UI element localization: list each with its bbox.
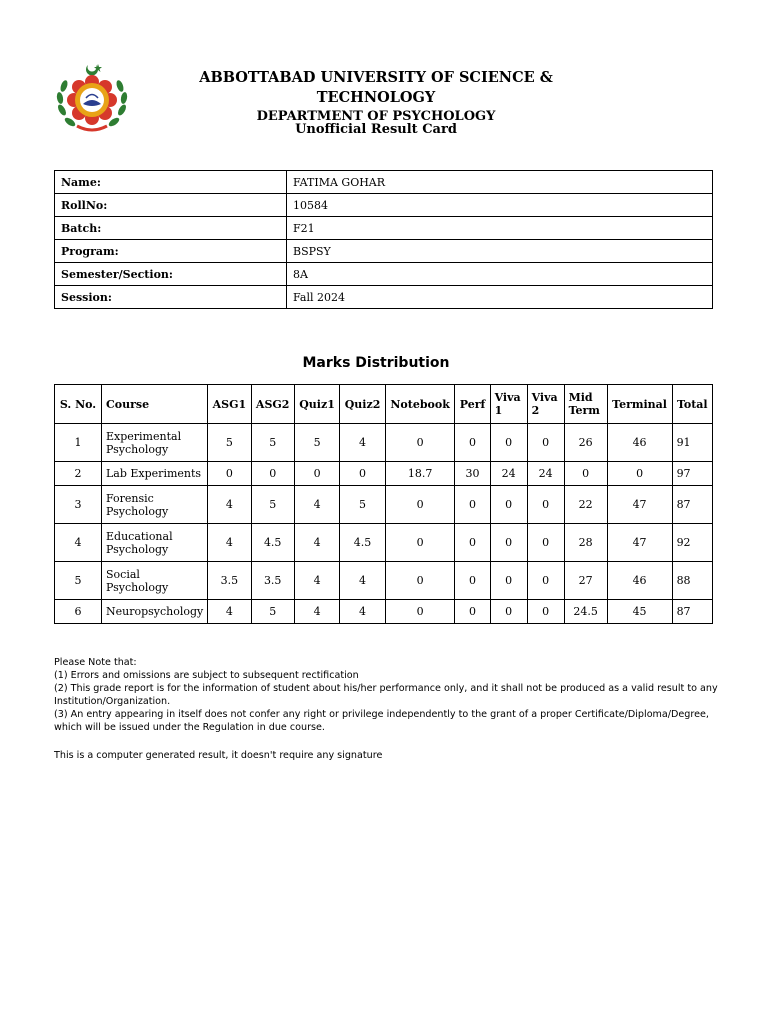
table-cell: 4 bbox=[208, 486, 251, 524]
table-cell: 3.5 bbox=[251, 562, 294, 600]
table-row bbox=[55, 194, 713, 217]
table-cell: 4 bbox=[340, 600, 385, 624]
column-header: S. No. bbox=[55, 385, 102, 424]
table-cell: 0 bbox=[340, 462, 385, 486]
table-cell: 0 bbox=[490, 486, 527, 524]
table-header-row bbox=[55, 385, 713, 424]
info-label: Program: bbox=[55, 240, 287, 263]
table-row bbox=[55, 462, 713, 486]
info-value: Fall 2024 bbox=[287, 286, 713, 309]
table-cell: 0 bbox=[385, 600, 455, 624]
info-value: BSPSY bbox=[287, 240, 713, 263]
table-cell: 0 bbox=[527, 424, 564, 462]
table-row bbox=[55, 600, 713, 624]
notes-heading: Please Note that: bbox=[54, 657, 137, 668]
table-cell: Forensic Psychology bbox=[102, 486, 208, 524]
table-cell: 47 bbox=[607, 486, 672, 524]
table-cell: 4 bbox=[208, 600, 251, 624]
table-cell: 0 bbox=[455, 424, 490, 462]
table-cell: 3 bbox=[55, 486, 102, 524]
table-row bbox=[55, 524, 713, 562]
table-cell: 24.5 bbox=[564, 600, 607, 624]
info-value: 10584 bbox=[287, 194, 713, 217]
note-item: (3) An entry appearing in itself does not confer any right or privilege independently to the grant of a proper Certificate/Diploma/Degree, which will be issued under the Regulation in due course. bbox=[54, 709, 709, 733]
marks-table bbox=[54, 384, 713, 624]
table-row bbox=[55, 217, 713, 240]
table-cell: 5 bbox=[208, 424, 251, 462]
table-cell: 87 bbox=[672, 486, 712, 524]
note-item: (2) This grade report is for the information of student about his/her performance only, and it shall not be produced as a valid result to any Institution/Organization. bbox=[54, 683, 718, 707]
table-row bbox=[55, 263, 713, 286]
table-cell: 4 bbox=[294, 524, 339, 562]
table-cell: 4.5 bbox=[340, 524, 385, 562]
table-cell: 26 bbox=[564, 424, 607, 462]
table-cell: 28 bbox=[564, 524, 607, 562]
table-cell: 0 bbox=[208, 462, 251, 486]
table-cell: Lab Experiments bbox=[102, 462, 208, 486]
info-label: Semester/Section: bbox=[55, 263, 287, 286]
table-cell: 0 bbox=[455, 562, 490, 600]
column-header: Perf bbox=[455, 385, 490, 424]
table-cell: 46 bbox=[607, 562, 672, 600]
table-cell: 18.7 bbox=[385, 462, 455, 486]
table-cell: 30 bbox=[455, 462, 490, 486]
table-cell: 24 bbox=[527, 462, 564, 486]
column-header: Viva 2 bbox=[527, 385, 564, 424]
page-header bbox=[140, 68, 612, 126]
table-cell: 0 bbox=[527, 562, 564, 600]
table-cell: 0 bbox=[385, 486, 455, 524]
table-cell: 0 bbox=[527, 600, 564, 624]
table-row bbox=[55, 562, 713, 600]
column-header: Viva 1 bbox=[490, 385, 527, 424]
computer-generated-note: This is a computer generated result, it doesn't require any signature bbox=[54, 750, 383, 761]
table-cell: 45 bbox=[607, 600, 672, 624]
table-row bbox=[55, 286, 713, 309]
column-header: ASG2 bbox=[251, 385, 294, 424]
column-header: Course bbox=[102, 385, 208, 424]
marks-distribution-title: Marks Distribution bbox=[302, 355, 450, 371]
table-cell: 97 bbox=[672, 462, 712, 486]
table-cell: 0 bbox=[455, 600, 490, 624]
table-cell: 0 bbox=[527, 524, 564, 562]
table-cell: 4 bbox=[340, 424, 385, 462]
column-header: Terminal bbox=[607, 385, 672, 424]
table-cell: 0 bbox=[251, 462, 294, 486]
table-cell: 22 bbox=[564, 486, 607, 524]
info-label: Name: bbox=[55, 171, 287, 194]
table-cell: Social Psychology bbox=[102, 562, 208, 600]
student-info-table bbox=[54, 170, 713, 309]
table-cell: 4 bbox=[208, 524, 251, 562]
table-cell: 0 bbox=[490, 424, 527, 462]
table-cell: 5 bbox=[55, 562, 102, 600]
table-cell: 0 bbox=[455, 486, 490, 524]
table-cell: 0 bbox=[385, 524, 455, 562]
table-cell: 0 bbox=[385, 424, 455, 462]
table-cell: 1 bbox=[55, 424, 102, 462]
department-name: DEPARTMENT OF PSYCHOLOGY bbox=[256, 109, 496, 124]
table-cell: 47 bbox=[607, 524, 672, 562]
table-cell: 4 bbox=[294, 486, 339, 524]
column-header: Total bbox=[672, 385, 712, 424]
table-cell: 87 bbox=[672, 600, 712, 624]
table-cell: 4.5 bbox=[251, 524, 294, 562]
table-row bbox=[55, 240, 713, 263]
table-cell: 3.5 bbox=[208, 562, 251, 600]
table-cell: 0 bbox=[385, 562, 455, 600]
table-cell: Experimental Psychology bbox=[102, 424, 208, 462]
info-value: 8A bbox=[287, 263, 713, 286]
table-cell: 0 bbox=[490, 562, 527, 600]
column-header: ASG1 bbox=[208, 385, 251, 424]
table-cell: Educational Psychology bbox=[102, 524, 208, 562]
column-header: Notebook bbox=[385, 385, 455, 424]
table-cell: 88 bbox=[672, 562, 712, 600]
table-cell: 46 bbox=[607, 424, 672, 462]
table-cell: Neuropsychology bbox=[102, 600, 208, 624]
note-item: (1) Errors and omissions are subject to subsequent rectification bbox=[54, 670, 359, 681]
table-cell: 24 bbox=[490, 462, 527, 486]
university-name: ABBOTTABAD UNIVERSITY OF SCIENCE & TECHNOLOGY bbox=[199, 69, 553, 106]
info-label: Batch: bbox=[55, 217, 287, 240]
table-cell: 6 bbox=[55, 600, 102, 624]
table-cell: 27 bbox=[564, 562, 607, 600]
table-cell: 0 bbox=[490, 524, 527, 562]
document-title: Unofficial Result Card bbox=[295, 122, 457, 137]
table-cell: 4 bbox=[294, 562, 339, 600]
table-cell: 2 bbox=[55, 462, 102, 486]
table-cell: 5 bbox=[294, 424, 339, 462]
info-value: F21 bbox=[287, 217, 713, 240]
table-cell: 92 bbox=[672, 524, 712, 562]
table-cell: 0 bbox=[455, 524, 490, 562]
table-cell: 0 bbox=[490, 600, 527, 624]
column-header: Mid Term bbox=[564, 385, 607, 424]
table-row bbox=[55, 424, 713, 462]
notes-section bbox=[54, 656, 718, 734]
table-row bbox=[55, 486, 713, 524]
table-cell: 5 bbox=[251, 486, 294, 524]
column-header: Quiz1 bbox=[294, 385, 339, 424]
info-value: FATIMA GOHAR bbox=[287, 171, 713, 194]
table-cell: 0 bbox=[607, 462, 672, 486]
table-cell: 0 bbox=[294, 462, 339, 486]
table-cell: 0 bbox=[564, 462, 607, 486]
table-cell: 0 bbox=[527, 486, 564, 524]
column-header: Quiz2 bbox=[340, 385, 385, 424]
table-cell: 5 bbox=[251, 600, 294, 624]
table-cell: 5 bbox=[251, 424, 294, 462]
table-cell: 4 bbox=[55, 524, 102, 562]
table-row bbox=[55, 171, 713, 194]
table-cell: 5 bbox=[340, 486, 385, 524]
info-label: RollNo: bbox=[55, 194, 287, 217]
table-cell: 91 bbox=[672, 424, 712, 462]
info-label: Session: bbox=[55, 286, 287, 309]
table-cell: 4 bbox=[340, 562, 385, 600]
table-cell: 4 bbox=[294, 600, 339, 624]
